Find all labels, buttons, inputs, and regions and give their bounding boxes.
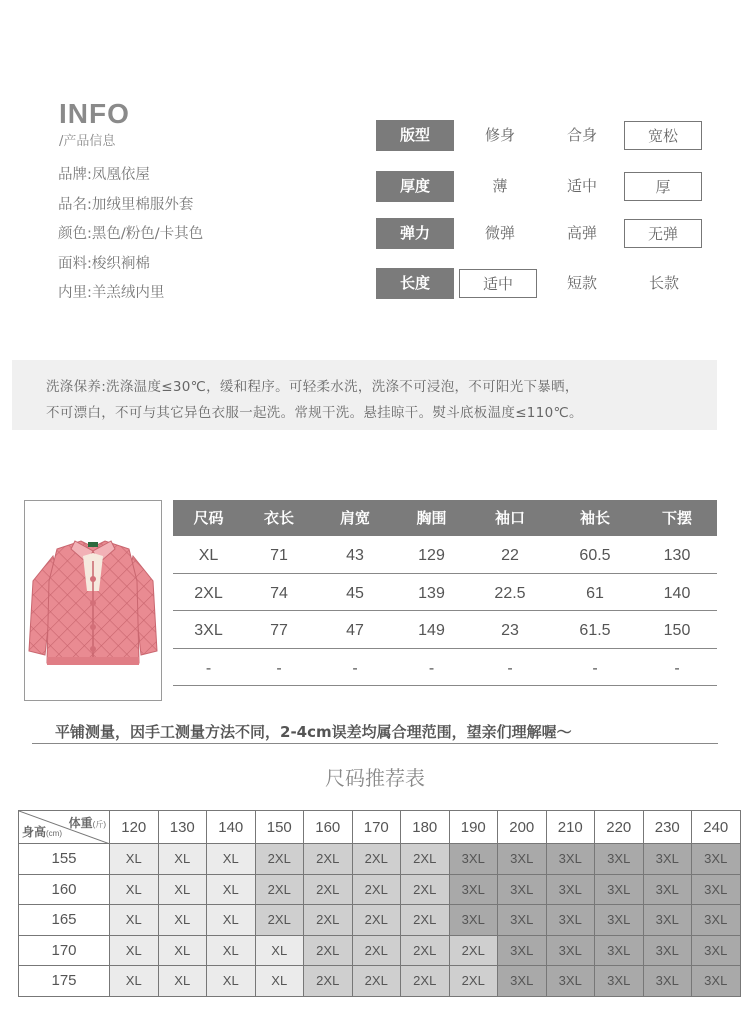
table-cell: 129 xyxy=(418,547,445,564)
weight-header: 190 xyxy=(449,811,498,844)
size-cell: XL xyxy=(158,966,207,997)
height-header: 160 xyxy=(19,874,110,905)
feature-option: 适中 xyxy=(566,177,597,195)
size-cell: 2XL xyxy=(449,935,498,966)
table-row xyxy=(173,611,717,649)
size-cell: 3XL xyxy=(498,966,547,997)
column-header: 袖口 xyxy=(494,509,525,527)
feature-option-selected: 厚 xyxy=(624,172,702,201)
size-cell: 3XL xyxy=(498,905,547,936)
height-header: 165 xyxy=(19,905,110,936)
product-photo xyxy=(24,500,162,701)
size-cell: 2XL xyxy=(304,874,353,905)
attribute-brand: 品牌:凤凰依屋 xyxy=(58,167,150,183)
size-cell: 2XL xyxy=(304,935,353,966)
size-cell: XL xyxy=(110,935,159,966)
care-instructions xyxy=(12,360,717,430)
size-cell: 3XL xyxy=(449,905,498,936)
size-cell: 2XL xyxy=(352,966,401,997)
table-row xyxy=(173,574,717,612)
table-cell: - xyxy=(507,659,513,677)
height-header: 175 xyxy=(19,966,110,997)
size-cell: 3XL xyxy=(595,905,644,936)
size-cell: 3XL xyxy=(595,935,644,966)
feature-row-fit xyxy=(376,120,716,151)
size-cell: XL xyxy=(255,966,304,997)
table-cell: 2XL xyxy=(194,584,223,602)
table-cell: 149 xyxy=(418,622,445,639)
size-recommend-table xyxy=(18,810,741,997)
size-cell: 3XL xyxy=(692,966,741,997)
feature-row-elasticity xyxy=(376,218,716,249)
column-header: 袖长 xyxy=(579,509,610,527)
feature-label: 弹力 xyxy=(376,218,454,249)
table-row xyxy=(19,844,741,875)
weight-header: 170 xyxy=(352,811,401,844)
weight-header: 230 xyxy=(643,811,692,844)
info-subtitle: /产品信息 xyxy=(59,134,116,149)
size-cell: 3XL xyxy=(692,905,741,936)
care-line: 洗涤保养:洗涤温度≤30℃，缓和程序。可轻柔水洗，洗涤不可浸泡，不可阳光下暴晒， xyxy=(46,379,579,395)
size-cell: 3XL xyxy=(449,874,498,905)
size-cell: 3XL xyxy=(449,844,498,875)
height-label: 身高(cm) xyxy=(22,825,63,839)
feature-option: 短款 xyxy=(566,274,597,292)
size-cell: 2XL xyxy=(401,905,450,936)
weight-header: 130 xyxy=(158,811,207,844)
size-cell: 3XL xyxy=(498,844,547,875)
table-row xyxy=(19,935,741,966)
jacket-illustration xyxy=(25,501,161,700)
height-header: 170 xyxy=(19,935,110,966)
table-row xyxy=(173,536,717,574)
size-cell: 3XL xyxy=(692,844,741,875)
size-cell: 3XL xyxy=(692,935,741,966)
feature-option: 高弹 xyxy=(566,224,597,242)
feature-row-length xyxy=(376,268,716,299)
size-cell: 3XL xyxy=(643,966,692,997)
table-cell: 61 xyxy=(586,584,604,602)
size-cell: 3XL xyxy=(643,844,692,875)
size-cell: 3XL xyxy=(546,874,595,905)
size-cell: 2XL xyxy=(255,874,304,905)
weight-header: 200 xyxy=(498,811,547,844)
size-cell: 2XL xyxy=(401,874,450,905)
size-table-header xyxy=(173,500,717,536)
weight-header: 180 xyxy=(401,811,450,844)
size-cell: 2XL xyxy=(449,966,498,997)
size-cell: XL xyxy=(207,874,256,905)
table-row xyxy=(173,649,717,687)
size-cell: XL xyxy=(255,935,304,966)
size-cell: 3XL xyxy=(546,966,595,997)
size-table xyxy=(173,500,717,686)
table-cell: 23 xyxy=(501,622,519,639)
info-title: INFO xyxy=(59,98,130,129)
table-cell: 71 xyxy=(270,547,288,564)
size-cell: 2XL xyxy=(401,935,450,966)
table-cell: - xyxy=(592,659,598,677)
size-cell: XL xyxy=(158,935,207,966)
table-corner xyxy=(19,811,110,844)
feature-option-selected: 无弹 xyxy=(624,219,702,248)
table-cell: 130 xyxy=(663,547,691,564)
size-cell: 3XL xyxy=(595,874,644,905)
table-cell: - xyxy=(276,659,282,677)
table-row xyxy=(19,874,741,905)
size-cell: 3XL xyxy=(595,966,644,997)
table-cell: - xyxy=(674,659,680,677)
size-cell: XL xyxy=(158,874,207,905)
size-cell: XL xyxy=(207,844,256,875)
size-cell: 2XL xyxy=(401,844,450,875)
size-cell: 2XL xyxy=(352,905,401,936)
attribute-color: 颜色:黑色/粉色/卡其色 xyxy=(58,226,204,242)
attribute-name: 品名:加绒里棉服外套 xyxy=(58,196,194,213)
size-cell: 3XL xyxy=(498,874,547,905)
feature-label: 厚度 xyxy=(376,171,454,202)
table-cell: XL xyxy=(198,547,219,564)
table-cell: 60.5 xyxy=(579,547,611,564)
weight-header: 140 xyxy=(207,811,256,844)
feature-row-thickness xyxy=(376,171,716,202)
weight-header: 160 xyxy=(304,811,353,844)
size-cell: 3XL xyxy=(692,874,741,905)
table-row xyxy=(19,966,741,997)
size-cell: 3XL xyxy=(546,844,595,875)
size-cell: 3XL xyxy=(595,844,644,875)
size-cell: 3XL xyxy=(643,935,692,966)
size-cell: 2XL xyxy=(352,874,401,905)
table-row xyxy=(19,905,741,936)
feature-option: 合身 xyxy=(566,126,597,144)
feature-option-selected: 宽松 xyxy=(624,121,702,150)
column-header: 胸围 xyxy=(416,509,447,527)
table-cell: 140 xyxy=(663,584,691,602)
divider xyxy=(32,743,718,744)
feature-option: 微弹 xyxy=(484,224,515,242)
size-cell: 3XL xyxy=(498,935,547,966)
table-cell: 22.5 xyxy=(494,584,526,602)
size-cell: XL xyxy=(158,844,207,875)
table-cell: 77 xyxy=(270,622,288,639)
attribute-list xyxy=(58,165,203,313)
feature-option: 修身 xyxy=(484,126,515,144)
column-header: 肩宽 xyxy=(339,509,370,527)
size-cell: 2XL xyxy=(401,966,450,997)
recommend-title: 尺码推荐表 xyxy=(325,766,425,790)
size-cell: 2XL xyxy=(255,905,304,936)
table-cell: - xyxy=(428,659,435,677)
table-cell: 150 xyxy=(663,622,691,639)
size-cell: XL xyxy=(110,966,159,997)
care-line: 不可漂白，不可与其它异色衣服一起洗。常规干洗。悬挂晾干。熨斗底板温度≤110℃。 xyxy=(46,405,583,421)
size-cell: 2XL xyxy=(304,905,353,936)
size-cell: XL xyxy=(207,905,256,936)
weight-header: 150 xyxy=(255,811,304,844)
size-cell: 3XL xyxy=(546,935,595,966)
table-cell: 45 xyxy=(346,584,364,602)
table-cell: - xyxy=(352,659,358,677)
table-cell: 74 xyxy=(270,584,288,602)
feature-label: 长度 xyxy=(376,268,454,299)
table-cell: 22 xyxy=(501,547,519,564)
size-cell: 2XL xyxy=(255,844,304,875)
weight-header: 220 xyxy=(595,811,644,844)
size-cell: XL xyxy=(110,844,159,875)
table-cell: 61.5 xyxy=(579,622,611,639)
feature-option-selected: 适中 xyxy=(459,269,537,298)
size-cell: XL xyxy=(110,905,159,936)
column-header: 尺码 xyxy=(193,509,224,527)
feature-option: 长款 xyxy=(648,274,679,292)
table-cell: 139 xyxy=(418,584,445,602)
size-cell: 3XL xyxy=(643,874,692,905)
weight-header: 210 xyxy=(546,811,595,844)
weight-header: 120 xyxy=(110,811,159,844)
size-cell: 2XL xyxy=(352,935,401,966)
table-cell: - xyxy=(205,659,212,677)
weight-header: 240 xyxy=(692,811,741,844)
size-cell: XL xyxy=(207,966,256,997)
feature-label: 版型 xyxy=(376,120,454,151)
size-cell: XL xyxy=(158,905,207,936)
measurement-note: 平铺测量，因手工测量方法不同，2-4cm误差均属合理范围，望亲们理解喔～ xyxy=(55,723,572,741)
weight-label: 体重(斤) xyxy=(68,816,106,830)
table-cell: 47 xyxy=(346,622,364,639)
column-header: 衣长 xyxy=(263,509,294,527)
size-cell: 3XL xyxy=(643,905,692,936)
attribute-fabric: 面料:梭织裥棉 xyxy=(58,255,150,272)
height-header: 155 xyxy=(19,844,110,875)
table-cell: 43 xyxy=(346,547,364,564)
attribute-lining: 内里:羊羔绒内里 xyxy=(58,285,165,301)
feature-option: 薄 xyxy=(492,177,508,195)
size-cell: XL xyxy=(110,874,159,905)
size-cell: 2XL xyxy=(304,844,353,875)
table-cell: 3XL xyxy=(194,622,223,639)
size-cell: 3XL xyxy=(546,905,595,936)
size-cell: XL xyxy=(207,935,256,966)
size-cell: 2XL xyxy=(352,844,401,875)
column-header: 下摆 xyxy=(661,509,692,527)
size-cell: 2XL xyxy=(304,966,353,997)
